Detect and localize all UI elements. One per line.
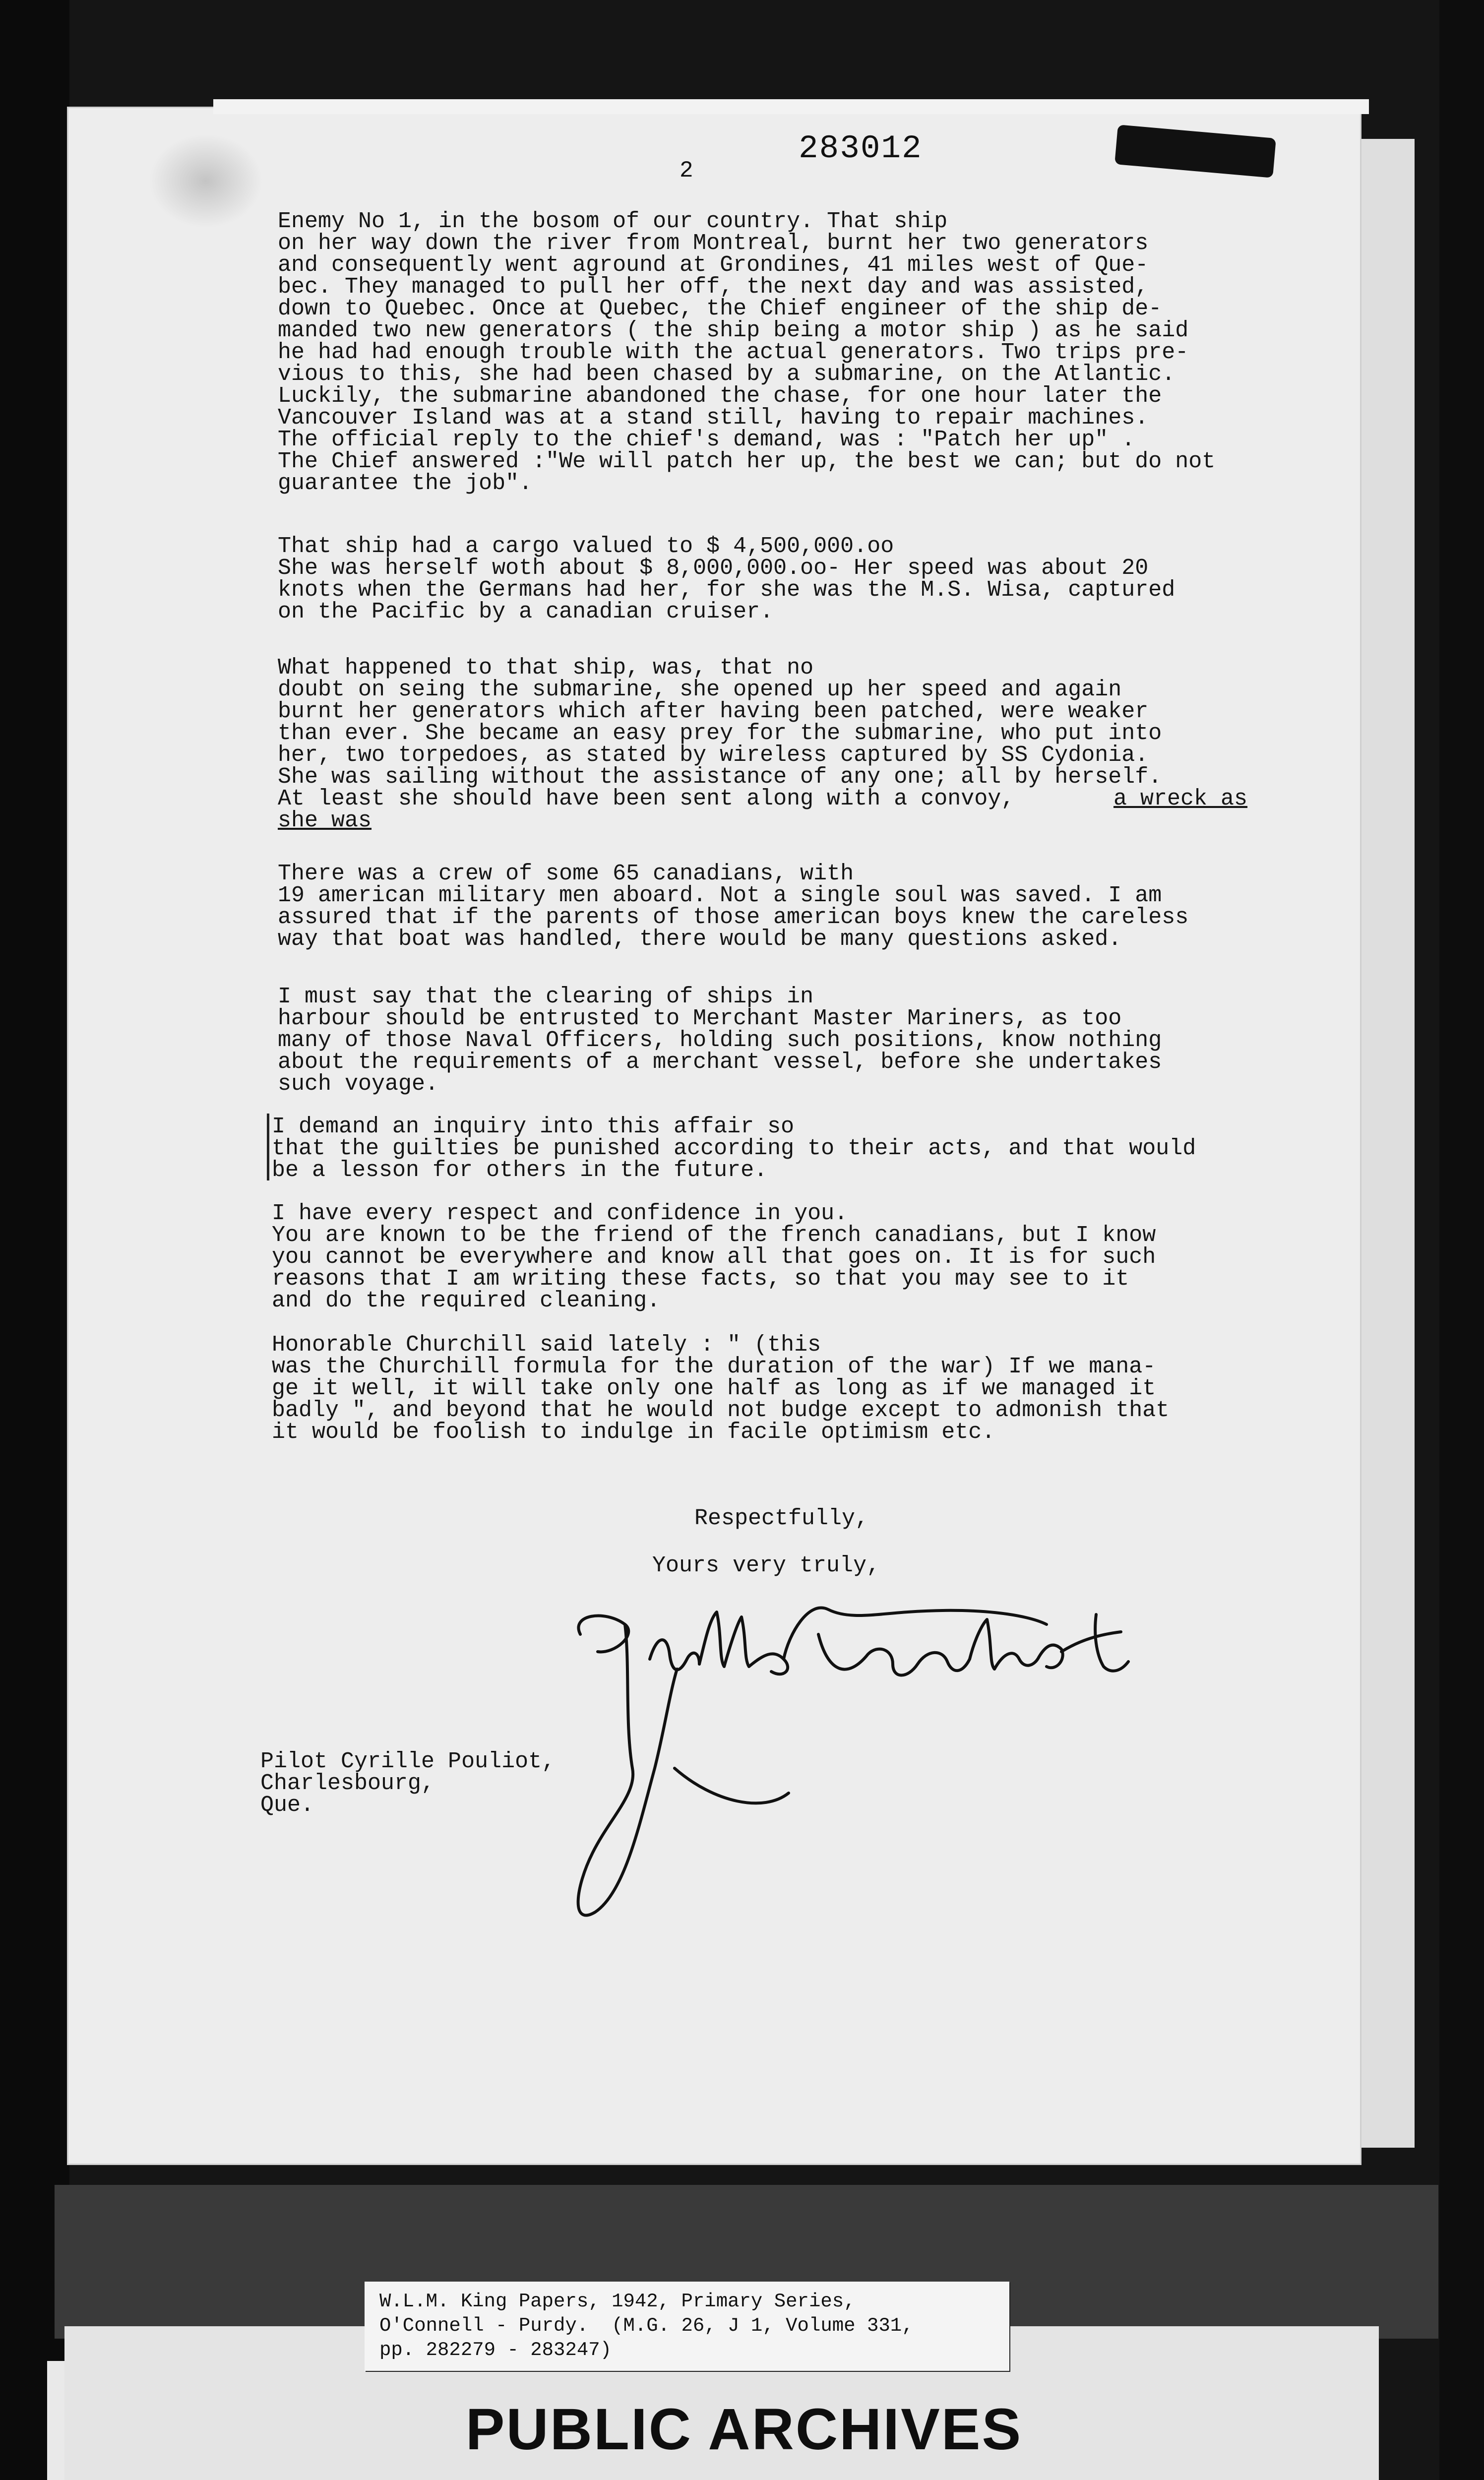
paragraph-2: That ship had a cargo valued to $ 4,500,000.oo She was herself woth about $ 8,000,000.oo- Her speed was about 20 knots when the Germans had her, for she was the M.S. Wisa, captured on the Pacific by a canadian cruiser.	[278, 534, 1175, 624]
underlined-phrase-2: she was	[278, 808, 372, 833]
paper-stain	[149, 134, 263, 228]
handwritten-signature	[551, 1605, 1210, 1952]
paragraph-7: I have every respect and confidence in you. You are known to be the friend of the french canadians, but I know you cannot be everywhere and know all that goes on. It is for such reasons that I am writing these facts, so that you may see to it and do the required cleaning.	[272, 1201, 1156, 1313]
closing-respectfully: Respectfully,	[694, 1506, 869, 1531]
paragraph-4: There was a crew of some 65 canadians, with 19 american military men aboard. Not a single soul was saved. I am assured that if the parents of those american boys knew the careless way that boat was handled, there would be many questions asked.	[278, 861, 1189, 952]
film-border-left	[0, 0, 69, 2480]
paragraph-3: What happened to that ship, was, that no doubt on seing the submarine, she opened up her speed and again burnt her generators which after having been patched, were weaker than ever. She became an easy prey for the submarine, who put into her, two torpedoes, as stated by wireless captured by SS Cydonia. She was sailing without the assistance of any one; all by herself. At least she should have been sent along with a convoy,	[278, 655, 1162, 811]
film-border-right	[1439, 0, 1484, 2480]
paragraph-3-block	[278, 655, 1248, 833]
citation-text: W.L.M. King Papers, 1942, Primary Series, O'Connell - Purdy. (M.G. 26, J 1, Volume 331, pp. 282279 - 283247)	[379, 2291, 914, 2361]
paragraph-8: Honorable Churchill said lately : " (this was the Churchill formula for the duration of the war) If we mana- ge it well, it will take only one half as long as if we managed it badly ", and beyond that he would not budge except to admonish that it would be foolish to indulge in facile optimism etc.	[272, 1332, 1170, 1445]
underlined-phrase-1: a wreck as	[1113, 786, 1248, 811]
archive-title-english: PUBLIC ARCHIVES	[465, 2397, 1023, 2462]
paragraph-6: I demand an inquiry into this affair so that the guilties be punished according to their acts, and that would be a lesson for others in the future.	[272, 1114, 1196, 1183]
citation-label	[365, 2282, 1009, 2371]
sheet-top-edge	[213, 99, 1369, 114]
paragraph-1: Enemy No 1, in the bosom of our country. That ship on her way down the river from Montreal, burnt her two generators and consequently went aground at Grondines, 41 miles west of Que- bec. They managed to pull her off, the next day and was assisted, down to Quebec. Once at Quebec, the Chief engineer of the ship de- manded two new generators ( the ship being a motor ship ) as he said he had had enough trouble with the actual generators. Two trips pre- vious to this, she had been chased by a submarine, on the Atlantic. Luckily, the submarine abandoned the chase, for one hour later the Vancouver Island was at a stand still, having to repair machines. The official reply to the chief's demand, was : "Patch her up" . The Chief answered :"We will patch her up, the best we can; but do not guarantee the job".	[278, 209, 1216, 496]
margin-correction-mark	[267, 1114, 269, 1180]
page-number: 2	[680, 158, 693, 184]
closing-yours-truly: Yours very truly,	[652, 1553, 880, 1578]
paragraph-5: I must say that the clearing of ships in harbour should be entrusted to Merchant Master Mariners, as too many of those Naval Officers, holding such positions, know nothing about the requirements of a merchant vessel, before she undertakes such voyage.	[278, 984, 1162, 1097]
sender-address: Pilot Cyrille Pouliot, Charlesbourg, Que.	[260, 1749, 556, 1818]
archive-number: 283012	[799, 130, 923, 167]
